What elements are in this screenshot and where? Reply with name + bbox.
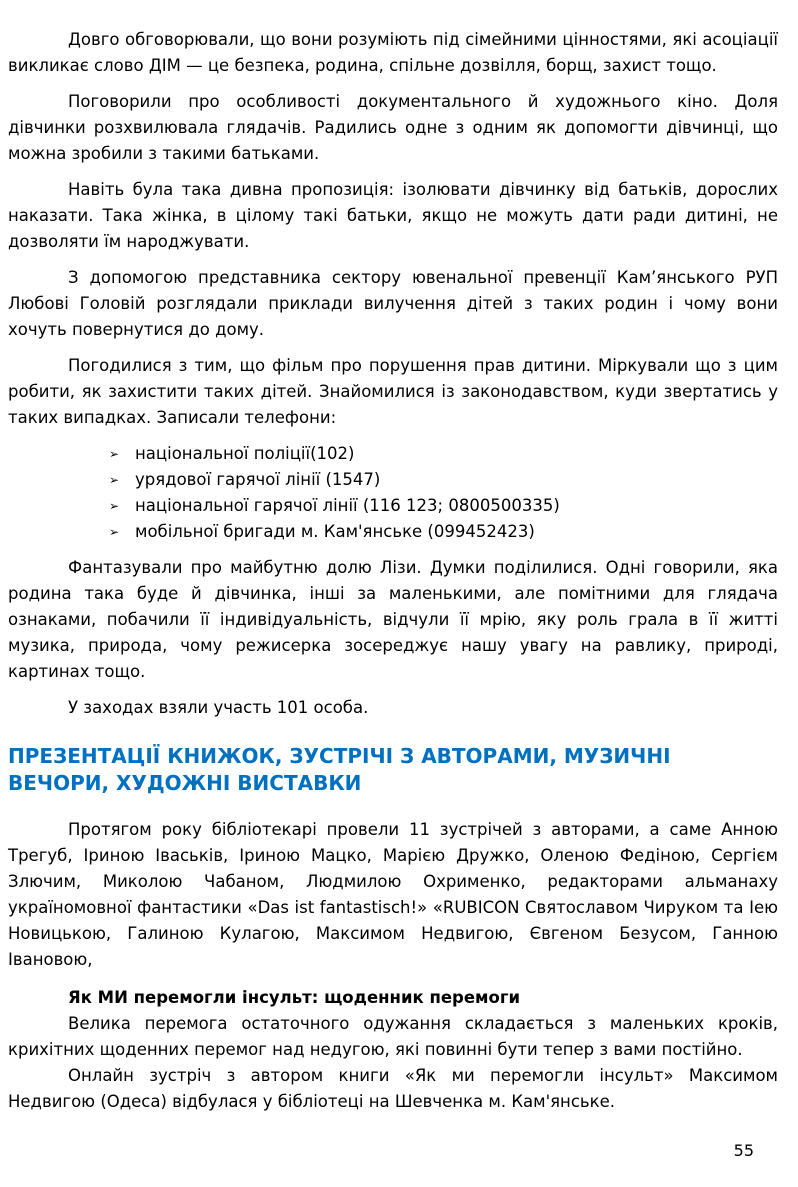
list-item-text: мобільної бригади м. Кам'янське (099452423): [135, 522, 535, 541]
paragraph: Навіть була така дивна пропозиція: ізолювати дівчинку від батьків, дорослих наказати. Така жінка, в цілому такі батьки, якщо не можуть дати ради дитині, не дозволяти їм народжувати.: [8, 180, 778, 251]
list-item-text: національної гарячої лінії (116 123; 0800500335): [135, 496, 560, 515]
paragraph: Велика перемога остаточного одужання складається з маленьких кроків, крихітних щоденних перемог над недугою, які повинні бути тепер з вами постійно.: [8, 1014, 778, 1059]
paragraph: У заходах взяли участь 101 особа.: [68, 698, 369, 717]
list-item: [109, 519, 778, 545]
paragraph: Онлайн зустріч з автором книги «Як ми перемогли інсульт» Максимом Недвигою (Одеса) відбулася у бібліотеці на Шевченка м. Кам'янське.: [8, 1066, 778, 1111]
list-item-text: національної поліції(102): [135, 444, 355, 463]
paragraph: Поговорили про особливості документального й художнього кіно. Доля дівчинки розхвилювала глядачів. Радились одне з одним як допомогти дівчинці, що можна зробили з такими батьками.: [8, 92, 778, 163]
list-item: [109, 493, 778, 519]
paragraph: Довго обговорювали, що вони розуміють під сімейними цінностями, які асоціації викликає слово ДІМ — це безпека, родина, спільне дозвілля, борщ, захист тощо.: [8, 30, 778, 75]
list-item-text: урядової гарячої лінії (1547): [135, 470, 381, 489]
phone-list: [8, 441, 778, 545]
list-item: [109, 467, 778, 493]
paragraph: Погодилися з тим, що фільм про порушення прав дитини. Міркували що з цим робити, як захистити таких дітей. Знайомилися із законодавством, куди звертатись у таких випадках. Записали телефони:: [8, 356, 778, 427]
paragraph: Фантазували про майбутню долю Лізи. Думки поділилися. Одні говорили, яка родина така буде й дівчинка, інші за маленькими, але помітними для глядача ознаками, побачили її індивідуальність, відчули її мрію, яку роль грала в її житті музика, природа, чому режисерка зосереджує нашу увагу на равлику, природі, картинах тощо.: [8, 558, 778, 681]
arrow-bullet-icon: ➢: [109, 473, 120, 487]
section-heading: ПРЕЗЕНТАЦІЇ КНИЖОК, ЗУСТРІЧІ З АВТОРАМИ, МУЗИЧНІ ВЕЧОРИ, ХУДОЖНІ ВИСТАВКИ: [8, 744, 671, 795]
paragraph: Протягом року бібліотекарі провели 11 зустрічей з авторами, а саме Анною Трегуб, Іриною Іваськів, Іриною Мацко, Марією Дружко, Оленою Федіною, Сергієм Злючим, Миколою Чабаном, Людмилою Охрименко, редакторами альманаху україномовної фантастики «Das ist fantastisch!» «RUBICON Святославом Чируком та Іею Новицькою, Галиною Кулагою, Максимом Недвигою, Євгеном Безусом, Ганною Івановою,: [8, 820, 778, 969]
arrow-bullet-icon: ➢: [109, 525, 120, 539]
page-number: 55: [733, 1141, 754, 1160]
list-item: [109, 441, 778, 467]
paragraph: З допомогою представника сектору ювенальної превенції Кам’янського РУП Любові Головій розглядали приклади вилучення дітей з таких родин і чому вони хочуть повернутися до дому.: [8, 268, 778, 339]
arrow-bullet-icon: ➢: [109, 447, 120, 461]
arrow-bullet-icon: ➢: [109, 499, 120, 513]
book-review-block: [8, 985, 778, 1115]
book-subheading: Як МИ перемогли інсульт: щоденник перемоги: [68, 988, 521, 1007]
